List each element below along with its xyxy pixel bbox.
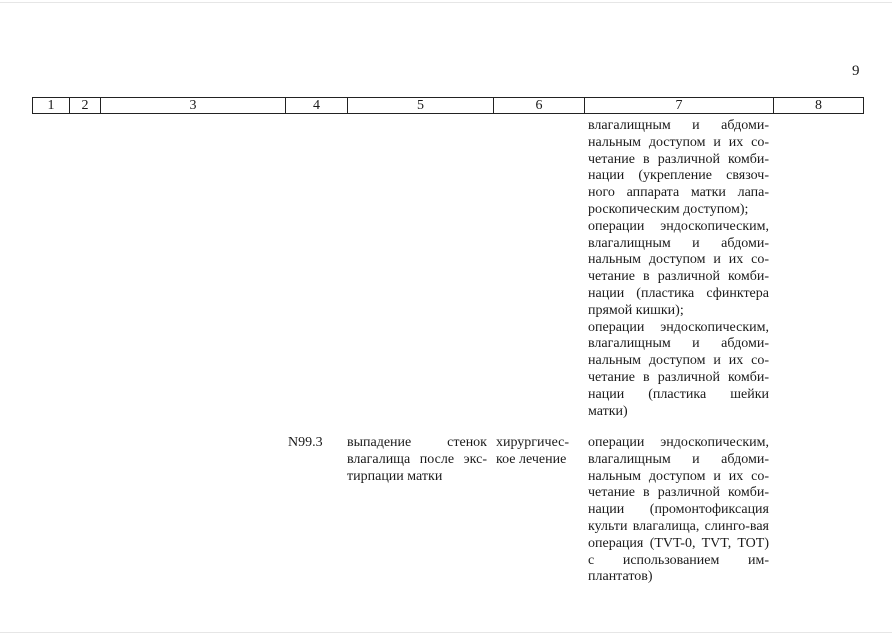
scan-edge-top (0, 2, 892, 3)
continuation-cell-col7 (588, 118, 769, 420)
scan-edge-bottom (0, 632, 892, 633)
column-header-4: 4 (286, 98, 348, 113)
col7-paragraph-1: влагалищным и абдоми-нальным доступом и их со-четание в различной комби-нации (укрепление связоч-ного аппарата матки лапа-роскопическим доступом); (588, 118, 769, 217)
column-header-8: 8 (815, 98, 822, 113)
column-header-1: 1 (33, 98, 70, 113)
row-cell-col7-method: операции эндоскопическим, влагалищным и абдоми-нальным доступом и их со-четание в различной комби-нации (промонтофиксация культи влагалища, слинго-вая операция (TVT-0, TVT, TOT) с использованием им-плантатов) (588, 435, 769, 585)
column-header-3: 3 (101, 98, 286, 113)
column-header-5: 5 (348, 98, 494, 113)
column-header-6: 6 (494, 98, 585, 113)
column-header-2: 2 (70, 98, 101, 113)
row-cell-col5-diagnosis: выпадение стенок влагалища после экс-тирпации матки (347, 435, 487, 484)
col7-paragraph-3: операции эндоскопическим, влагалищным и абдоми-нальным доступом и их со-четание в различной комби-нации (пластика шейки матки) (588, 319, 769, 419)
row-cell-col6-treatment: хирургичес-кое лечение (496, 435, 570, 467)
page-number: 9 (852, 63, 860, 79)
table-header-row (32, 97, 864, 114)
row-cell-col4-code: N99.3 (288, 435, 323, 450)
col7-paragraph-2: операции эндоскопическим, влагалищным и абдоми-нальным доступом и их со-четание в различной комби-нации (пластика сфинктера прямой кишки); (588, 218, 769, 318)
column-header-7: 7 (585, 98, 774, 113)
